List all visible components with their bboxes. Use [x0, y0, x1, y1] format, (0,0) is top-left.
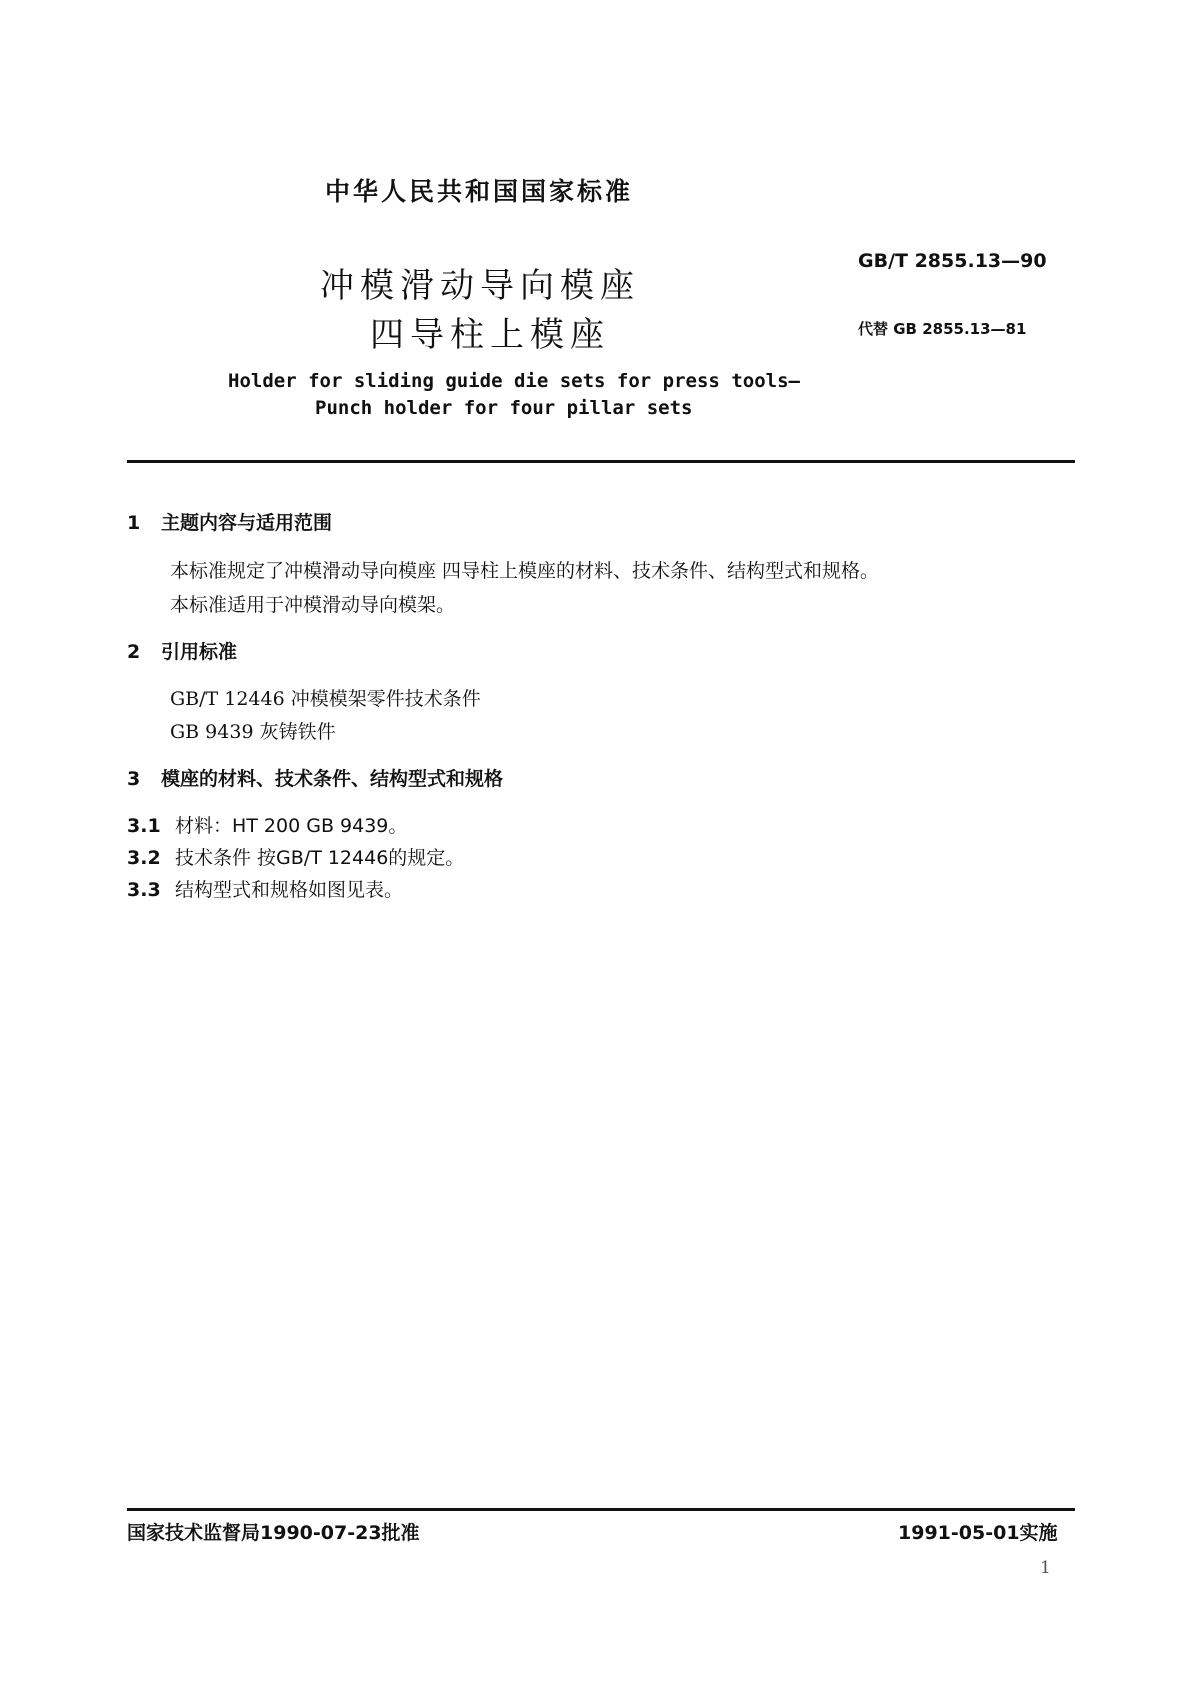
clause-text: 结构型式和规格如图见表。: [175, 879, 404, 901]
section-number: 2: [127, 641, 141, 663]
section-1-heading: [127, 508, 332, 535]
top-divider: [127, 460, 1075, 463]
clause-3-3: [127, 875, 403, 902]
section-number: 1: [127, 512, 141, 534]
section-title: 主题内容与适用范围: [161, 512, 333, 534]
section-title: 模座的材料、技术条件、结构型式和规格: [161, 768, 504, 790]
clause-3-2: [127, 843, 464, 870]
section-1-paragraph-1: 本标准规定了冲模滑动导向模座 四导柱上模座的材料、技术条件、结构型式和规格。: [170, 560, 880, 582]
bottom-divider: [127, 1508, 1075, 1511]
title-en-line2: Punch holder for four pillar sets: [315, 397, 693, 419]
section-title: 引用标准: [161, 641, 238, 663]
replaces-standard: 代替 GB 2855.13—81: [858, 320, 1027, 338]
clause-number: 3.3: [127, 879, 161, 901]
section-2-heading: [127, 637, 237, 664]
approval-date: 国家技术监督局1990-07-23批准: [127, 1522, 420, 1544]
clause-text: 材料：HT 200 GB 9439。: [175, 815, 408, 837]
section-1-paragraph-2: 本标准适用于冲模滑动导向模架。: [170, 594, 456, 616]
reference-gb-9439: GB 9439 灰铸铁件: [170, 721, 336, 743]
page-number: 1: [1040, 1558, 1051, 1578]
effective-date: 1991-05-01实施: [898, 1522, 1058, 1544]
reference-gbt-12446: GB/T 12446 冲模模架零件技术条件: [170, 688, 481, 710]
title-cn-line1: 冲模滑动导向模座: [320, 266, 640, 306]
section-3-heading: [127, 764, 503, 791]
standard-number: GB/T 2855.13—90: [858, 250, 1047, 272]
national-standard-heading: 中华人民共和国国家标准: [325, 177, 634, 206]
clause-number: 3.2: [127, 847, 161, 869]
title-en-line1: Holder for sliding guide die sets for press tools—: [228, 370, 800, 392]
section-number: 3: [127, 768, 141, 790]
clause-3-1: [127, 811, 407, 838]
clause-text: 技术条件 按GB/T 12446的规定。: [175, 847, 465, 869]
title-cn-line2: 四导柱上模座: [370, 315, 610, 355]
clause-number: 3.1: [127, 815, 161, 837]
